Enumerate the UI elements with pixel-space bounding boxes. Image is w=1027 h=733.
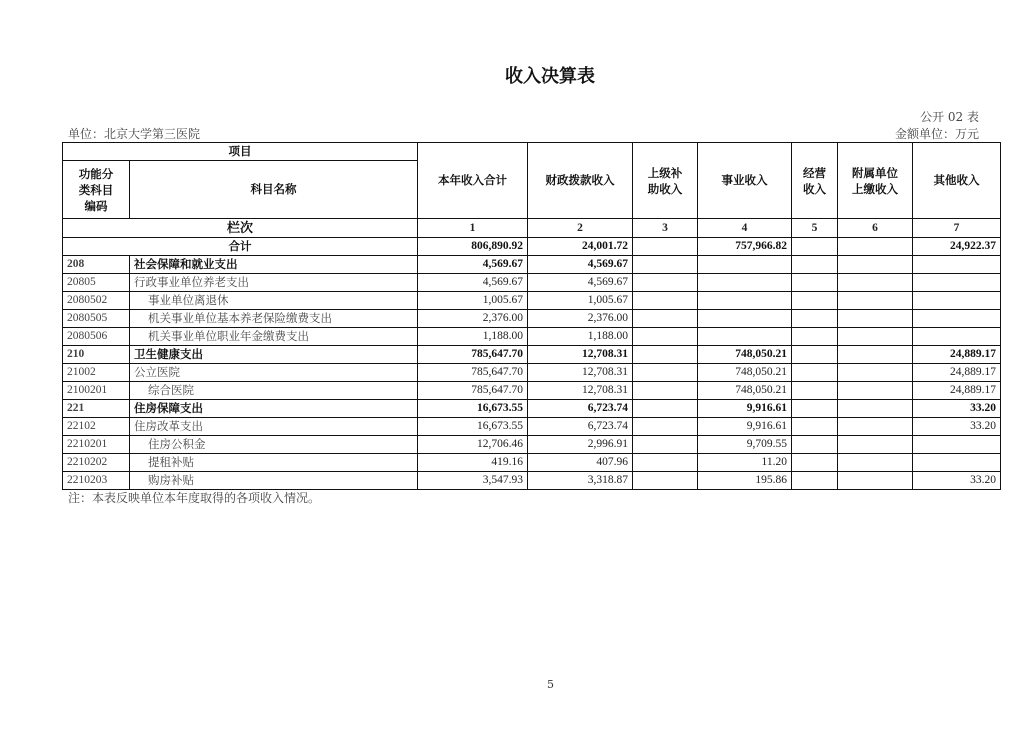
row-value [838,382,913,400]
row-value: 748,050.21 [698,346,792,364]
row-value [913,256,1001,274]
row-value [792,472,838,490]
row-name: 公立医院 [130,364,418,382]
column-number: 6 [838,219,913,238]
row-name: 卫生健康支出 [130,346,418,364]
row-name: 住房公积金 [130,436,418,454]
row-value [913,454,1001,472]
unit-label: 单位：北京大学第三医院 [68,127,201,141]
row-value: 2,996.91 [528,436,633,454]
row-value [792,292,838,310]
row-name: 事业单位离退休 [130,292,418,310]
row-code: 2080505 [63,310,130,328]
row-code: 2210202 [63,454,130,472]
row-value: 785,647.70 [418,364,528,382]
row-value: 3,547.93 [418,472,528,490]
total-value [792,238,838,256]
row-value: 12,708.31 [528,382,633,400]
row-code: 221 [63,400,130,418]
row-value [913,436,1001,454]
table-row [63,382,1001,400]
row-name: 行政事业单位养老支出 [130,274,418,292]
income-table [62,142,1001,490]
row-value [913,328,1001,346]
total-value: 24,001.72 [528,238,633,256]
table-row [63,400,1001,418]
table-note: 注：本表反映单位本年度取得的各项收入情况。 [68,491,321,505]
header-code [63,161,130,219]
row-value [792,310,838,328]
header-col-3-text: 上级补助收入 [647,165,683,196]
row-value: 16,673.55 [418,400,528,418]
header-col-1: 本年收入合计 [418,143,528,219]
row-value [633,310,698,328]
row-name: 综合医院 [130,382,418,400]
row-code: 2100201 [63,382,130,400]
row-value [792,400,838,418]
row-value [633,328,698,346]
row-value: 9,916.61 [698,400,792,418]
row-code: 21002 [63,364,130,382]
header-col-7: 其他收入 [913,143,1001,219]
row-value [838,454,913,472]
row-value [838,256,913,274]
table-row [63,418,1001,436]
total-value: 806,890.92 [418,238,528,256]
row-value [633,292,698,310]
row-name: 机关事业单位职业年金缴费支出 [130,328,418,346]
row-value [838,472,913,490]
column-number: 3 [633,219,698,238]
row-value [838,328,913,346]
row-value [838,310,913,328]
row-value [792,418,838,436]
table-row [63,256,1001,274]
table-row [63,472,1001,490]
row-value [698,274,792,292]
row-value [792,256,838,274]
row-value: 33.20 [913,400,1001,418]
row-value [633,418,698,436]
row-name: 住房保障支出 [130,400,418,418]
table-row [63,436,1001,454]
row-value: 24,889.17 [913,346,1001,364]
header-col-3 [633,143,698,219]
header-code-text: 功能分类科目编码 [78,166,114,213]
row-value: 407.96 [528,454,633,472]
column-number: 5 [792,219,838,238]
row-value [838,274,913,292]
row-value: 9,709.55 [698,436,792,454]
header-col-5 [792,143,838,219]
row-value [633,364,698,382]
total-value: 757,966.82 [698,238,792,256]
row-value: 12,708.31 [528,346,633,364]
header-item-group: 项目 [63,143,418,161]
column-number: 1 [418,219,528,238]
table-row [63,346,1001,364]
table-row [63,292,1001,310]
row-value [838,346,913,364]
row-name: 购房补贴 [130,472,418,490]
row-value: 33.20 [913,472,1001,490]
total-value: 24,922.37 [913,238,1001,256]
row-code: 2080502 [63,292,130,310]
row-value: 419.16 [418,454,528,472]
row-value [633,256,698,274]
row-code: 2210203 [63,472,130,490]
row-value [838,292,913,310]
money-unit-label: 金额单位：万元 [894,127,979,141]
header-col-6 [838,143,913,219]
row-value: 1,188.00 [418,328,528,346]
table-row [63,274,1001,292]
form-number: 公开 02 表 [920,110,979,124]
row-value: 24,889.17 [913,382,1001,400]
row-value: 6,723.74 [528,400,633,418]
row-value [792,454,838,472]
row-value: 1,188.00 [528,328,633,346]
row-code: 20805 [63,274,130,292]
row-value [633,454,698,472]
row-value [838,436,913,454]
row-value [633,274,698,292]
row-value: 785,647.70 [418,382,528,400]
table-row [63,364,1001,382]
row-value [913,292,1001,310]
row-value [698,328,792,346]
row-value: 11.20 [698,454,792,472]
row-value [792,382,838,400]
row-value [698,292,792,310]
column-numbers-row [63,219,1001,238]
column-numbers-label: 栏次 [63,219,418,238]
row-value: 1,005.67 [528,292,633,310]
row-value [633,400,698,418]
header-col-4: 事业收入 [698,143,792,219]
row-name: 提租补贴 [130,454,418,472]
row-value: 195.86 [698,472,792,490]
table-row [63,454,1001,472]
header-col-6-text: 附属单位上缴收入 [852,165,898,196]
table-row [63,328,1001,346]
row-name: 住房改革支出 [130,418,418,436]
row-value: 1,005.67 [418,292,528,310]
row-value [838,364,913,382]
row-value: 748,050.21 [698,364,792,382]
row-value [792,346,838,364]
row-value: 4,569.67 [418,274,528,292]
header-col-2: 财政拨款收入 [528,143,633,219]
row-value [792,364,838,382]
row-value: 3,318.87 [528,472,633,490]
row-value [633,382,698,400]
table-row [63,310,1001,328]
row-value [792,328,838,346]
header-col-5-text: 经营收入 [803,165,826,196]
row-name: 机关事业单位基本养老保险缴费支出 [130,310,418,328]
row-value: 9,916.61 [698,418,792,436]
column-number: 2 [528,219,633,238]
row-code: 210 [63,346,130,364]
row-code: 22102 [63,418,130,436]
row-value: 33.20 [913,418,1001,436]
row-value: 4,569.67 [528,256,633,274]
row-value [838,418,913,436]
total-value [838,238,913,256]
total-label: 合计 [63,238,418,256]
row-value [698,256,792,274]
row-value [633,436,698,454]
row-value [633,346,698,364]
row-value [792,436,838,454]
total-row [63,238,1001,256]
row-value: 748,050.21 [698,382,792,400]
column-number: 4 [698,219,792,238]
page-title: 收入决算表 [505,66,595,87]
page-number: 5 [547,678,554,691]
row-code: 2080506 [63,328,130,346]
row-code: 2210201 [63,436,130,454]
column-number: 7 [913,219,1001,238]
row-value: 12,706.46 [418,436,528,454]
row-value: 785,647.70 [418,346,528,364]
row-value [792,274,838,292]
row-value: 2,376.00 [528,310,633,328]
row-value: 4,569.67 [528,274,633,292]
row-value [633,472,698,490]
total-value [633,238,698,256]
row-value: 24,889.17 [913,364,1001,382]
row-value [913,310,1001,328]
row-value [698,310,792,328]
row-value: 4,569.67 [418,256,528,274]
row-value: 16,673.55 [418,418,528,436]
row-value: 12,708.31 [528,364,633,382]
row-value [913,274,1001,292]
row-name: 社会保障和就业支出 [130,256,418,274]
header-name: 科目名称 [130,161,418,219]
row-value: 2,376.00 [418,310,528,328]
row-value [838,400,913,418]
row-code: 208 [63,256,130,274]
row-value: 6,723.74 [528,418,633,436]
